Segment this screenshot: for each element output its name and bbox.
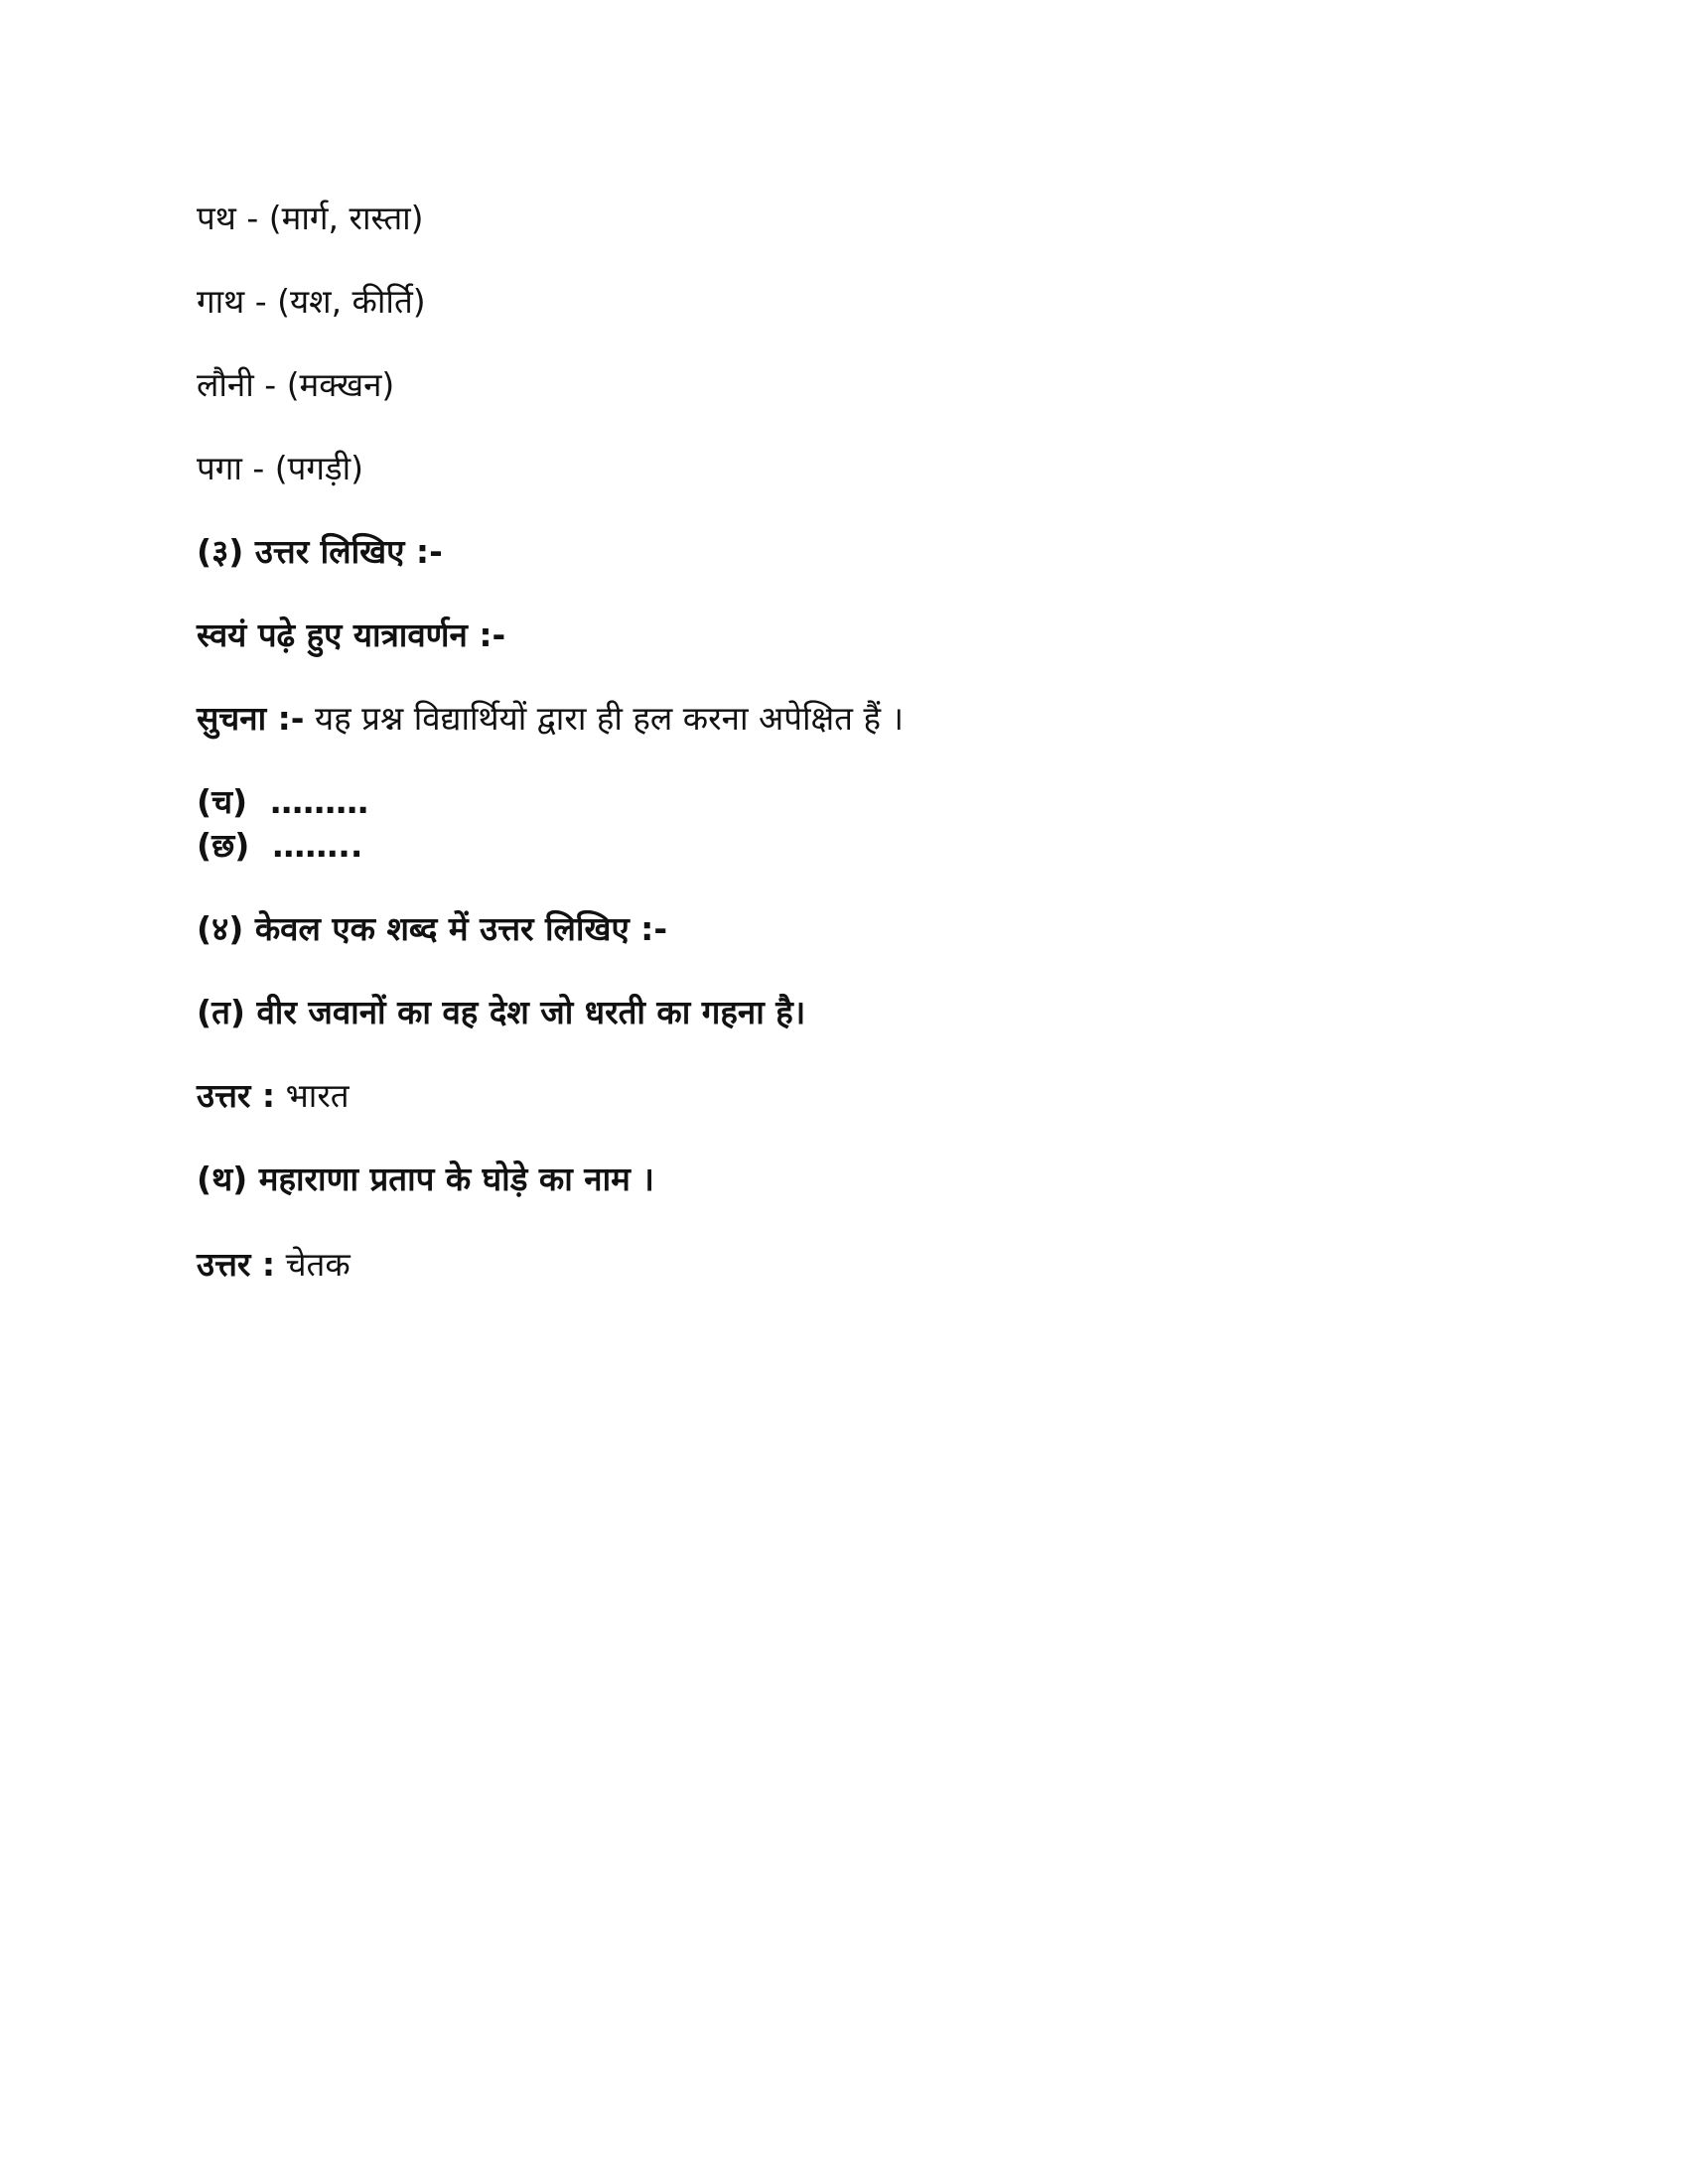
glossary-meaning: (पगड़ी) xyxy=(274,449,364,487)
answer-label: उत्तर : xyxy=(197,1245,276,1284)
section-4-heading: (४) केवल एक शब्द में उत्तर लिखिए :- xyxy=(197,909,668,948)
note-label: सुचना :- xyxy=(197,699,305,738)
glossary-separator: - xyxy=(235,199,269,237)
answer-item xyxy=(197,824,362,868)
item-label: (छ) xyxy=(197,826,250,865)
glossary-word: लौनी xyxy=(197,365,254,404)
glossary-meaning: (मार्ग, रास्ता) xyxy=(268,199,424,237)
answer-text: भारत xyxy=(275,1076,350,1115)
glossary-meaning: (मक्खन) xyxy=(286,365,395,404)
answer-item xyxy=(197,780,368,824)
item-value: …….. xyxy=(272,826,363,865)
glossary-separator: - xyxy=(244,282,278,321)
question-text: (त) वीर जवानों का वह देश जो धरती का गहना है। xyxy=(197,993,806,1031)
glossary-meaning: (यश, कीर्ति) xyxy=(277,282,426,321)
item-label: (च) xyxy=(197,782,248,821)
glossary-word: पथ xyxy=(197,199,236,237)
answer-line xyxy=(197,1074,350,1118)
glossary-line xyxy=(197,197,424,240)
glossary-line xyxy=(197,363,394,407)
answer-line xyxy=(197,1243,351,1287)
glossary-line xyxy=(197,447,363,490)
glossary-word: गाथ xyxy=(197,282,245,321)
note-text: यह प्रश्न विद्यार्थियों द्वारा ही हल करना अपेक्षित हैं । xyxy=(304,699,904,738)
glossary-separator: - xyxy=(241,449,275,487)
answer-label: उत्तर : xyxy=(197,1076,276,1115)
item-value: ……… xyxy=(270,782,369,821)
glossary-separator: - xyxy=(253,365,287,404)
glossary-line xyxy=(197,280,426,324)
answer-text: चेतक xyxy=(275,1245,351,1284)
section-3-subheading: स्वयं पढ़े हुए यात्रावर्णन :- xyxy=(197,615,506,654)
note-line xyxy=(197,697,904,741)
question-text: (थ) महाराणा प्रताप के घोड़े का नाम । xyxy=(197,1160,654,1198)
glossary-word: पगा xyxy=(197,449,242,487)
section-3-heading: (३) उत्तर लिखिए :- xyxy=(197,532,443,571)
